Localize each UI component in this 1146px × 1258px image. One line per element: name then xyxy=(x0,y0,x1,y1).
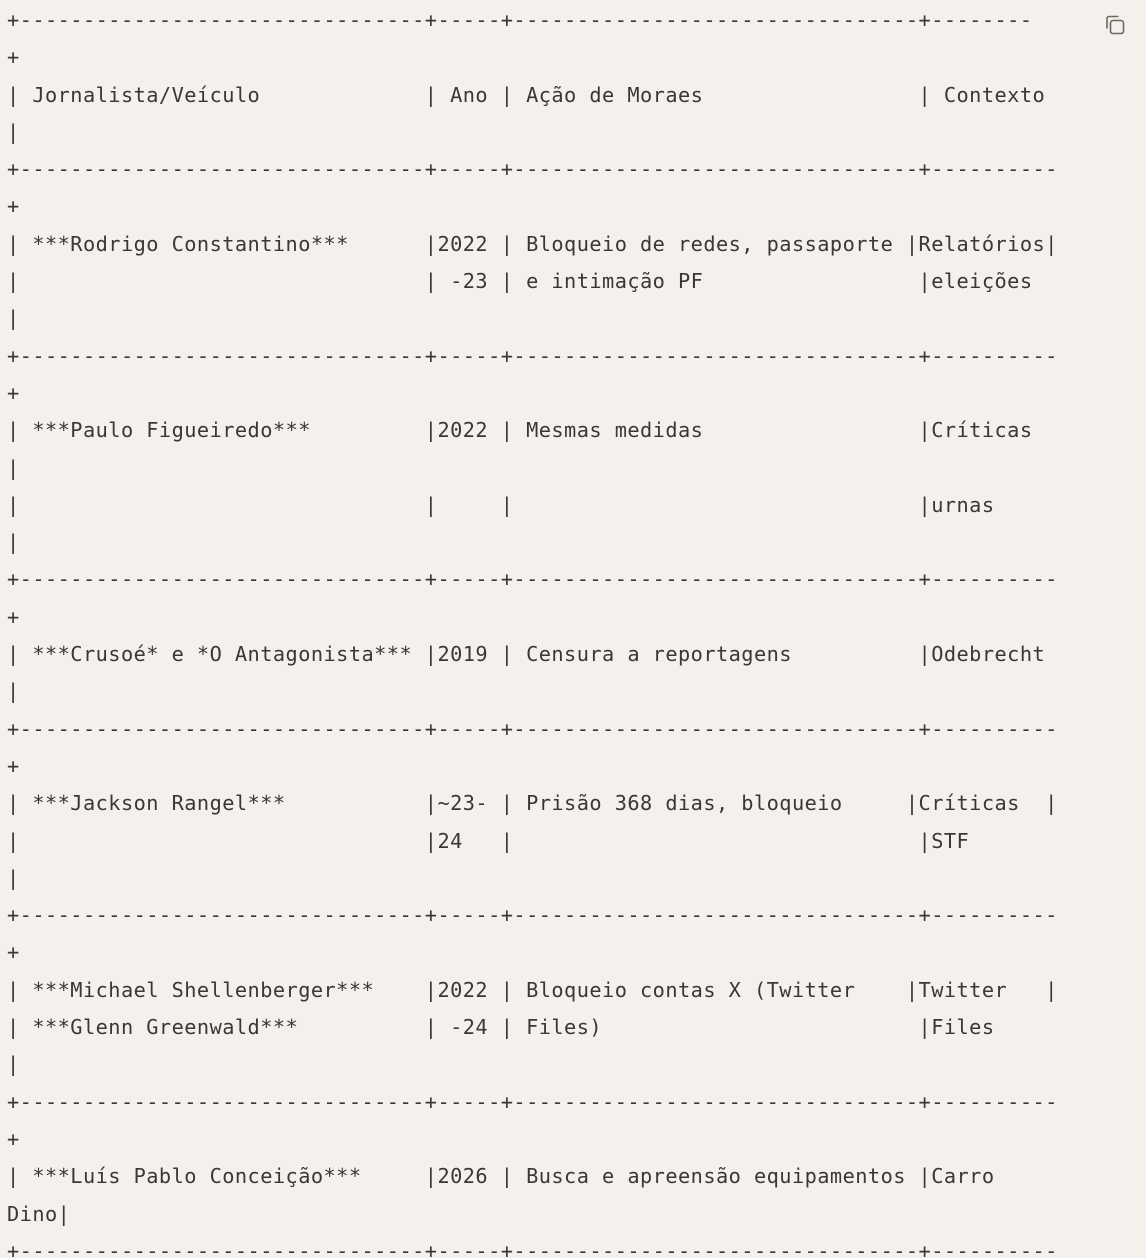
code-line: + xyxy=(7,940,20,965)
code-line: | ***Jackson Rangel*** |~23- | Prisão 368 dias, bloqueio |Críticas | xyxy=(7,791,1058,816)
code-line: + xyxy=(7,753,20,778)
code-line: | ***Crusoé* e *O Antagonista*** |2019 | Censura a reportagens |Odebrecht xyxy=(7,642,1046,667)
code-text xyxy=(7,2,1058,1258)
code-line: + xyxy=(7,1126,20,1151)
code-line: | xyxy=(7,455,20,480)
code-line: | xyxy=(7,306,20,331)
code-line: | ***Paulo Figueiredo*** |2022 | Mesmas medidas |Críticas xyxy=(7,418,1033,443)
code-line: + xyxy=(7,45,20,70)
code-line: | ***Luís Pablo Conceição*** |2026 | Busca e apreensão equipamentos |Carro xyxy=(7,1164,995,1189)
code-line: | | -23 | e intimação PF |eleições xyxy=(7,269,1033,294)
code-line: | xyxy=(7,119,20,144)
code-line: +--------------------------------+-----+--------------------------------+---------- xyxy=(7,567,1058,592)
code-line: | xyxy=(7,530,20,555)
code-line: +--------------------------------+-----+--------------------------------+---------- xyxy=(7,1238,1058,1258)
code-line: +--------------------------------+-----+--------------------------------+---------- xyxy=(7,716,1058,741)
code-line: | xyxy=(7,679,20,704)
code-line: Dino| xyxy=(7,1201,71,1226)
code-line: | ***Rodrigo Constantino*** |2022 | Bloqueio de redes, passaporte |Relatórios| xyxy=(7,231,1058,256)
code-line: | ***Michael Shellenberger*** |2022 | Bloqueio contas X (Twitter |Twitter | xyxy=(7,977,1058,1002)
code-line: +--------------------------------+-----+--------------------------------+---------- xyxy=(7,903,1058,928)
code-line: +--------------------------------+-----+--------------------------------+---------- xyxy=(7,157,1058,182)
code-line: +--------------------------------+-----+--------------------------------+-------- xyxy=(7,8,1033,32)
code-line: | ***Glenn Greenwald*** | -24 | Files) |Files xyxy=(7,1015,995,1040)
code-line: | Jornalista/Veículo | Ano | Ação de Moraes | Contexto xyxy=(7,82,1046,107)
code-line: + xyxy=(7,380,20,405)
copy-icon xyxy=(1102,12,1128,38)
code-line: + xyxy=(7,194,20,219)
code-line: | xyxy=(7,865,20,890)
code-line: +--------------------------------+-----+--------------------------------+---------- xyxy=(7,343,1058,368)
code-line: | | | |urnas xyxy=(7,492,995,517)
copy-button[interactable] xyxy=(1102,12,1128,38)
code-line: | |24 | |STF xyxy=(7,828,970,853)
code-line: | xyxy=(7,1052,20,1077)
code-line: + xyxy=(7,604,20,629)
code-line: +--------------------------------+-----+--------------------------------+---------- xyxy=(7,1089,1058,1114)
